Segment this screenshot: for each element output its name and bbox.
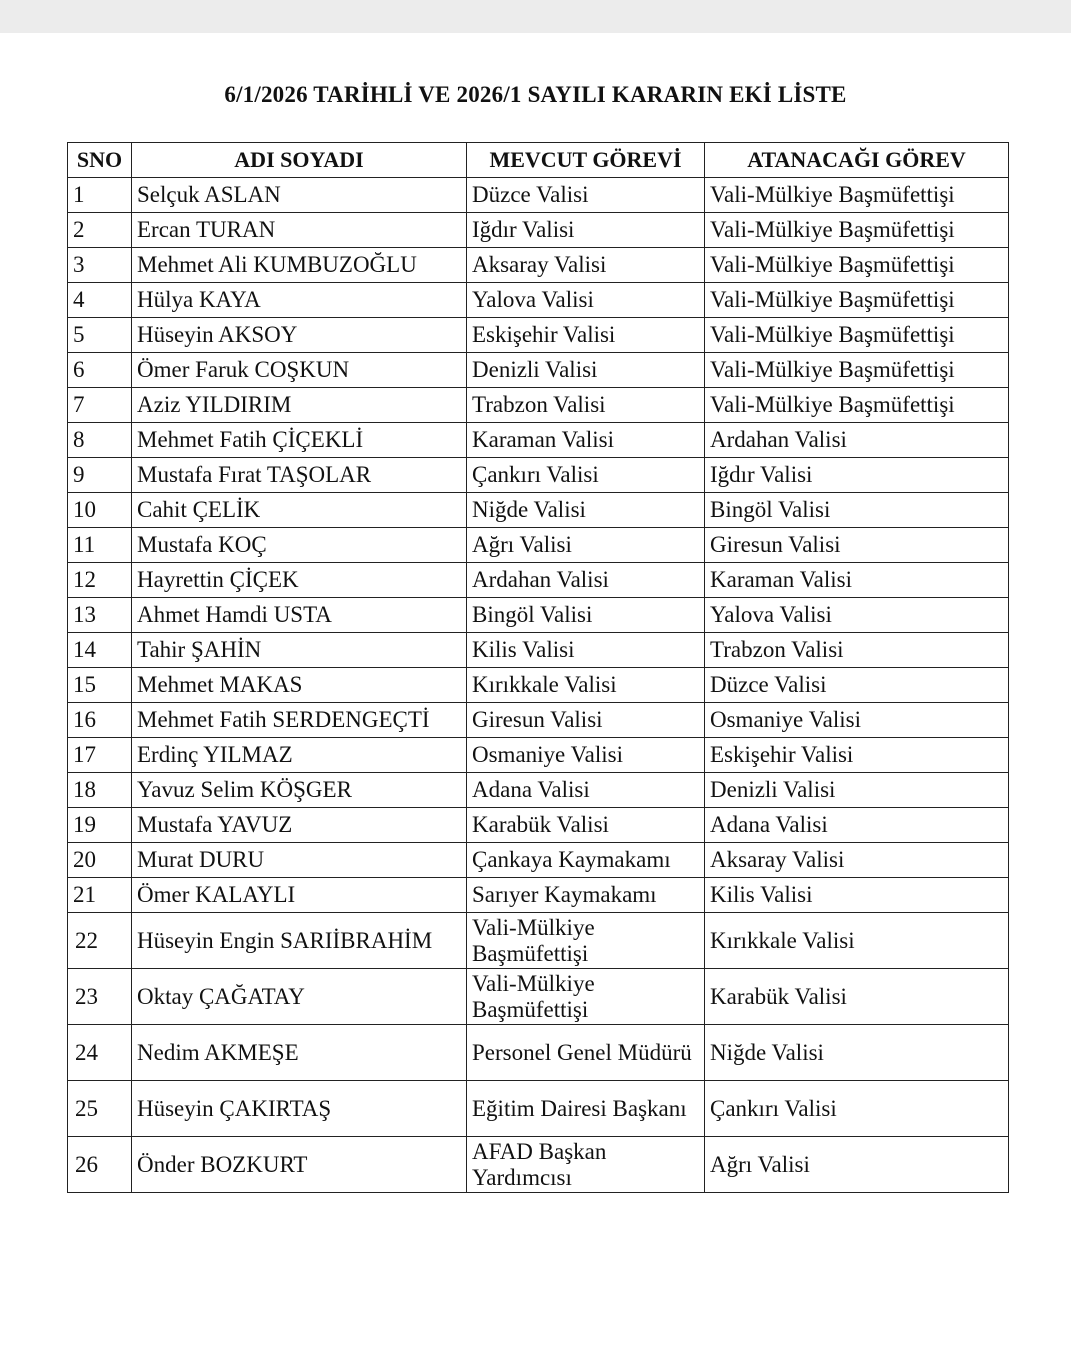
cell-name: Selçuk ASLAN <box>132 178 467 213</box>
cell-current-duty: Yalova Valisi <box>467 283 705 318</box>
cell-sno: 21 <box>68 878 132 913</box>
cell-current-duty: Denizli Valisi <box>467 353 705 388</box>
table-row <box>68 633 1009 668</box>
cell-current-duty: Vali-Mülkiye Başmüfettişi <box>467 913 705 969</box>
cell-name: Ömer KALAYLI <box>132 878 467 913</box>
cell-new-duty: Vali-Mülkiye Başmüfettişi <box>705 353 1009 388</box>
cell-current-duty: Kırıkkale Valisi <box>467 668 705 703</box>
table-row <box>68 773 1009 808</box>
cell-name: Yavuz Selim KÖŞGER <box>132 773 467 808</box>
cell-new-duty: Kilis Valisi <box>705 878 1009 913</box>
appointment-table <box>67 142 1009 1193</box>
cell-new-duty: Vali-Mülkiye Başmüfettişi <box>705 213 1009 248</box>
table-row <box>68 1081 1009 1137</box>
cell-new-duty: Düzce Valisi <box>705 668 1009 703</box>
cell-new-duty: Aksaray Valisi <box>705 843 1009 878</box>
cell-new-duty: Karabük Valisi <box>705 969 1009 1025</box>
cell-name: Hayrettin ÇİÇEK <box>132 563 467 598</box>
cell-sno: 12 <box>68 563 132 598</box>
cell-name: Mehmet MAKAS <box>132 668 467 703</box>
cell-sno: 11 <box>68 528 132 563</box>
cell-new-duty: Vali-Mülkiye Başmüfettişi <box>705 388 1009 423</box>
cell-name: Hülya KAYA <box>132 283 467 318</box>
table-row <box>68 808 1009 843</box>
cell-name: Oktay ÇAĞATAY <box>132 969 467 1025</box>
cell-current-duty: Bingöl Valisi <box>467 598 705 633</box>
table-row <box>68 843 1009 878</box>
table-row <box>68 563 1009 598</box>
table-row <box>68 668 1009 703</box>
cell-current-duty: Düzce Valisi <box>467 178 705 213</box>
cell-name: Cahit ÇELİK <box>132 493 467 528</box>
cell-current-duty: Çankırı Valisi <box>467 458 705 493</box>
cell-sno: 2 <box>68 213 132 248</box>
cell-sno: 10 <box>68 493 132 528</box>
cell-sno: 25 <box>68 1081 132 1137</box>
header-name: ADI SOYADI <box>132 143 467 178</box>
cell-sno: 15 <box>68 668 132 703</box>
cell-sno: 4 <box>68 283 132 318</box>
cell-current-duty: Sarıyer Kaymakamı <box>467 878 705 913</box>
document-title: 6/1/2026 TARİHLİ VE 2026/1 SAYILI KARARIN EKİ LİSTE <box>224 82 847 107</box>
cell-new-duty: Giresun Valisi <box>705 528 1009 563</box>
cell-sno: 6 <box>68 353 132 388</box>
cell-current-duty: Niğde Valisi <box>467 493 705 528</box>
cell-new-duty: Çankırı Valisi <box>705 1081 1009 1137</box>
cell-new-duty: Ardahan Valisi <box>705 423 1009 458</box>
cell-sno: 24 <box>68 1025 132 1081</box>
cell-name: Mustafa YAVUZ <box>132 808 467 843</box>
cell-current-duty: Adana Valisi <box>467 773 705 808</box>
top-band <box>0 0 1071 33</box>
table-row <box>68 248 1009 283</box>
cell-new-duty: Trabzon Valisi <box>705 633 1009 668</box>
cell-name: Hüseyin ÇAKIRTAŞ <box>132 1081 467 1137</box>
cell-name: Nedim AKMEŞE <box>132 1025 467 1081</box>
cell-current-duty: Kilis Valisi <box>467 633 705 668</box>
cell-new-duty: Bingöl Valisi <box>705 493 1009 528</box>
cell-sno: 5 <box>68 318 132 353</box>
cell-sno: 8 <box>68 423 132 458</box>
table-row <box>68 458 1009 493</box>
cell-new-duty: Vali-Mülkiye Başmüfettişi <box>705 248 1009 283</box>
cell-new-duty: Vali-Mülkiye Başmüfettişi <box>705 283 1009 318</box>
table-row <box>68 388 1009 423</box>
cell-current-duty: Karabük Valisi <box>467 808 705 843</box>
cell-name: Murat DURU <box>132 843 467 878</box>
table-row <box>68 528 1009 563</box>
cell-sno: 17 <box>68 738 132 773</box>
cell-current-duty: AFAD Başkan Yardımcısı <box>467 1137 705 1193</box>
table-row <box>68 738 1009 773</box>
cell-name: Hüseyin Engin SARIİBRAHİM <box>132 913 467 969</box>
cell-name: Hüseyin AKSOY <box>132 318 467 353</box>
cell-current-duty: Vali-Mülkiye Başmüfettişi <box>467 969 705 1025</box>
table-row <box>68 318 1009 353</box>
table-row <box>68 213 1009 248</box>
cell-name: Önder BOZKURT <box>132 1137 467 1193</box>
cell-current-duty: Eskişehir Valisi <box>467 318 705 353</box>
table-row <box>68 423 1009 458</box>
cell-name: Ercan TURAN <box>132 213 467 248</box>
cell-sno: 19 <box>68 808 132 843</box>
table-body <box>68 178 1009 1193</box>
cell-current-duty: Iğdır Valisi <box>467 213 705 248</box>
cell-sno: 3 <box>68 248 132 283</box>
cell-new-duty: Osmaniye Valisi <box>705 703 1009 738</box>
cell-new-duty: Denizli Valisi <box>705 773 1009 808</box>
table-row <box>68 283 1009 318</box>
cell-sno: 20 <box>68 843 132 878</box>
cell-current-duty: Osmaniye Valisi <box>467 738 705 773</box>
cell-new-duty: Iğdır Valisi <box>705 458 1009 493</box>
cell-current-duty: Giresun Valisi <box>467 703 705 738</box>
table-row <box>68 969 1009 1025</box>
table-row <box>68 493 1009 528</box>
table-row <box>68 703 1009 738</box>
cell-new-duty: Eskişehir Valisi <box>705 738 1009 773</box>
cell-new-duty: Karaman Valisi <box>705 563 1009 598</box>
cell-sno: 18 <box>68 773 132 808</box>
cell-new-duty: Vali-Mülkiye Başmüfettişi <box>705 178 1009 213</box>
cell-new-duty: Vali-Mülkiye Başmüfettişi <box>705 318 1009 353</box>
cell-current-duty: Eğitim Dairesi Başkanı <box>467 1081 705 1137</box>
cell-sno: 16 <box>68 703 132 738</box>
cell-name: Mustafa KOÇ <box>132 528 467 563</box>
cell-new-duty: Kırıkkale Valisi <box>705 913 1009 969</box>
header-new-duty: ATANACAĞI GÖREV <box>705 143 1009 178</box>
cell-current-duty: Ardahan Valisi <box>467 563 705 598</box>
cell-name: Ahmet Hamdi USTA <box>132 598 467 633</box>
cell-new-duty: Ağrı Valisi <box>705 1137 1009 1193</box>
cell-name: Mehmet Fatih SERDENGEÇTİ <box>132 703 467 738</box>
cell-name: Mehmet Fatih ÇİÇEKLİ <box>132 423 467 458</box>
table-row <box>68 178 1009 213</box>
header-sno: SNO <box>68 143 132 178</box>
cell-current-duty: Ağrı Valisi <box>467 528 705 563</box>
table-row <box>68 1137 1009 1193</box>
table-row <box>68 598 1009 633</box>
cell-sno: 7 <box>68 388 132 423</box>
cell-name: Mehmet Ali KUMBUZOĞLU <box>132 248 467 283</box>
cell-name: Erdinç YILMAZ <box>132 738 467 773</box>
header-current-duty: MEVCUT GÖREVİ <box>467 143 705 178</box>
cell-sno: 14 <box>68 633 132 668</box>
cell-current-duty: Çankaya Kaymakamı <box>467 843 705 878</box>
cell-name: Aziz YILDIRIM <box>132 388 467 423</box>
cell-sno: 22 <box>68 913 132 969</box>
cell-sno: 23 <box>68 969 132 1025</box>
cell-sno: 9 <box>68 458 132 493</box>
table-header-row <box>68 143 1009 178</box>
cell-sno: 13 <box>68 598 132 633</box>
table-row <box>68 353 1009 388</box>
cell-current-duty: Aksaray Valisi <box>467 248 705 283</box>
cell-current-duty: Trabzon Valisi <box>467 388 705 423</box>
cell-sno: 26 <box>68 1137 132 1193</box>
cell-name: Mustafa Fırat TAŞOLAR <box>132 458 467 493</box>
table-row <box>68 913 1009 969</box>
cell-name: Ömer Faruk COŞKUN <box>132 353 467 388</box>
cell-sno: 1 <box>68 178 132 213</box>
cell-new-duty: Adana Valisi <box>705 808 1009 843</box>
table-row <box>68 878 1009 913</box>
cell-current-duty: Karaman Valisi <box>467 423 705 458</box>
cell-new-duty: Niğde Valisi <box>705 1025 1009 1081</box>
cell-current-duty: Personel Genel Müdürü <box>467 1025 705 1081</box>
cell-new-duty: Yalova Valisi <box>705 598 1009 633</box>
cell-name: Tahir ŞAHİN <box>132 633 467 668</box>
table-row <box>68 1025 1009 1081</box>
